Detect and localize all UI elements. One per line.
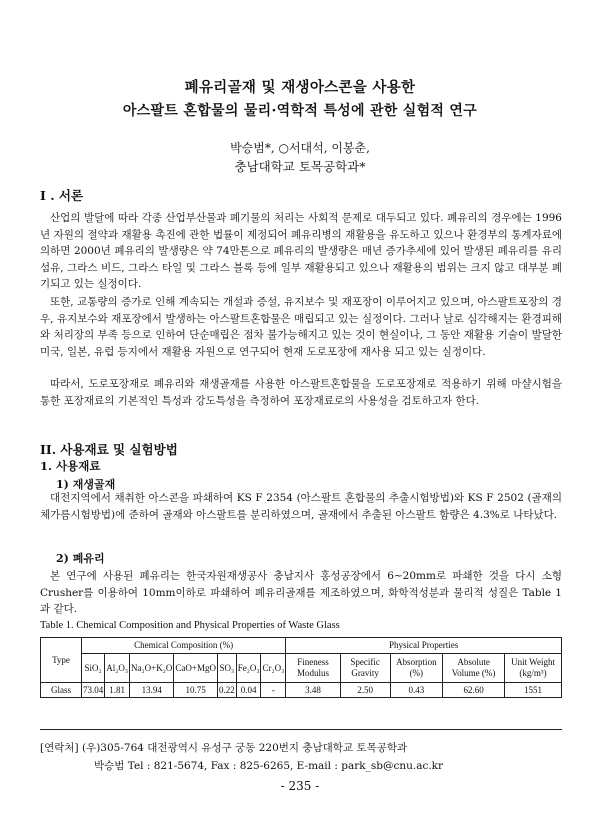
paper-title-line2: 아스팔트 혼합물의 물리·역학적 특성에 관한 실험적 연구 (122, 103, 478, 119)
table-header-type: Type (41, 638, 82, 683)
table-header-physical: Physical Properties (286, 638, 562, 654)
table-header-chemical: Chemical Composition (%) (82, 638, 286, 654)
table-col-header: Absolute Volume (%) (443, 654, 505, 683)
page-number: - 235 - (280, 779, 320, 793)
table-cell: 0.04 (236, 683, 261, 698)
section-heading-materials: II. 사용재료 및 실험방법 (40, 442, 178, 457)
table-cell: - (261, 683, 286, 698)
table-col-header: Fe₂O₃ (236, 654, 261, 683)
table-col-header: Cr₂O₃ (261, 654, 286, 683)
contact-address: [연락처] (우)305-764 대전광역시 유성구 궁동 220번지 충남대학교 토목공학과 (40, 742, 408, 754)
table-col-header: Specific Gravity (340, 654, 390, 683)
section-heading-intro: I . 서론 (40, 188, 84, 203)
author-list: 박승범*, ○서대석, 이봉춘, (230, 141, 370, 155)
subsection-heading-materials: 1. 사용재료 (40, 459, 101, 473)
table-col-header: CaO+MgO (174, 654, 218, 683)
table-row (41, 683, 562, 698)
table-col-header: SiO₂ (82, 654, 105, 683)
table-cell: 0.22 (217, 683, 236, 698)
contact-details: 박승범 Tel : 821-5674, Fax : 825-6265, E-mail : park_sb@cnu.ac.kr (94, 760, 444, 772)
paper-title-line1: 폐유리골재 및 재생아스콘을 사용한 (184, 79, 416, 96)
table-col-header: Na₂O+K₂O (130, 654, 174, 683)
intro-paragraph-3: 따라서, 도로포장재로 폐유리와 재생골재를 사용한 아스팔트혼합물을 도로포장재로 적용하기 위해 마샬시험을 통한 포장재료의 기본적인 특성과 강도특성을 측정하여 포장재료로의 사용성을 검토하고자 한다. (40, 378, 562, 407)
intro-paragraph-1: 산업의 발달에 따라 각종 산업부산물과 폐기물의 처리는 사회적 문제로 대두되고 있다. 폐유리의 경우에는 1996년 자원의 절약과 재활용 촉진에 관한 법률이 제정되어 폐유리병의 재활용을 유도하고 있으나 환경부의 통계자료에 의하면 2000년 폐유리의 발생량은 약 74만톤으로 폐유리의 발생량은 매년 증가추세에 있어 발생된 폐유리를 유리섬유, 그라스 비드, 그라스 타일 및 그라스 블록 등에 일부 재활용되고 있으나 재활용의 범위는 크지 않고 대부분 폐기되고 있는 실정이다. (40, 212, 562, 291)
table-cell: 73.04 (82, 683, 105, 698)
table-cell: 1.81 (105, 683, 130, 698)
table-col-header: Absorption (%) (390, 654, 443, 683)
subsubsection-recycled-aggregate: 1) 재생골재 (56, 478, 116, 491)
table-cell: 2.50 (340, 683, 390, 698)
table-cell: 0.43 (390, 683, 443, 698)
affiliation: 충남대학교 토목공학과* (234, 159, 366, 174)
table-caption: Table 1. Chemical Composition and Physical Properties of Waste Glass (40, 620, 340, 631)
footer-divider (40, 729, 562, 730)
table-cell: 3.48 (286, 683, 341, 698)
materials-paragraph-2: 본 연구에 사용된 폐유리는 한국자원재생공사 충남지사 홍성공장에서 6~20mm로 파쇄한 것을 다시 소형 Crusher를 이용하여 10mm이하로 파쇄하여 폐유리골재를 제조하였으며, 화학적성분과 물리적 성질은 Table 1과 같다. (40, 570, 562, 616)
table-cell: 62.60 (443, 683, 505, 698)
table-col-header: Al₂O₃ (105, 654, 130, 683)
table-col-header: Fineness Modulus (286, 654, 341, 683)
table-cell: Glass (41, 683, 82, 698)
subsubsection-waste-glass: 2) 폐유리 (56, 552, 105, 565)
waste-glass-properties-table (40, 637, 562, 698)
table-cell: 10.75 (174, 683, 218, 698)
materials-paragraph-1: 대전지역에서 채취한 아스콘을 파쇄하여 KS F 2354 (아스팔트 혼합물의 추출시험방법)와 KS F 2502 (골재의 체가름시험방법)에 준하여 골재와 아스팔트를 분리하였으며, 골재에서 추출된 아스팔트 함량은 4.3%로 나타났다. (40, 492, 562, 521)
intro-paragraph-2: 또한, 교통량의 증가로 인해 계속되는 개설과 증설, 유지보수 및 재포장이 이루어지고 있으며, 아스팔트포장의 경우, 유지보수와 재포장에서 발생하는 아스팔트혼합물은 매립되고 있는 실정이다. 그러나 날로 심각해지는 환경피해와 처리장의 부족 등으로 인하여 단순매립은 점차 불가능해지고 있는 것이 현실이나, 그 동안 재활용 기술이 발달한 미국, 일본, 유럽 등지에서 재활용 자원으로 연구되어 현재 도로포장에 재사용 되고 있는 실정이다. (40, 296, 562, 358)
table-col-header: Unit Weight (kg/m³) (505, 654, 562, 683)
table-cell: 1551 (505, 683, 562, 698)
table-cell: 13.94 (130, 683, 174, 698)
table-col-header: SO₃ (217, 654, 236, 683)
